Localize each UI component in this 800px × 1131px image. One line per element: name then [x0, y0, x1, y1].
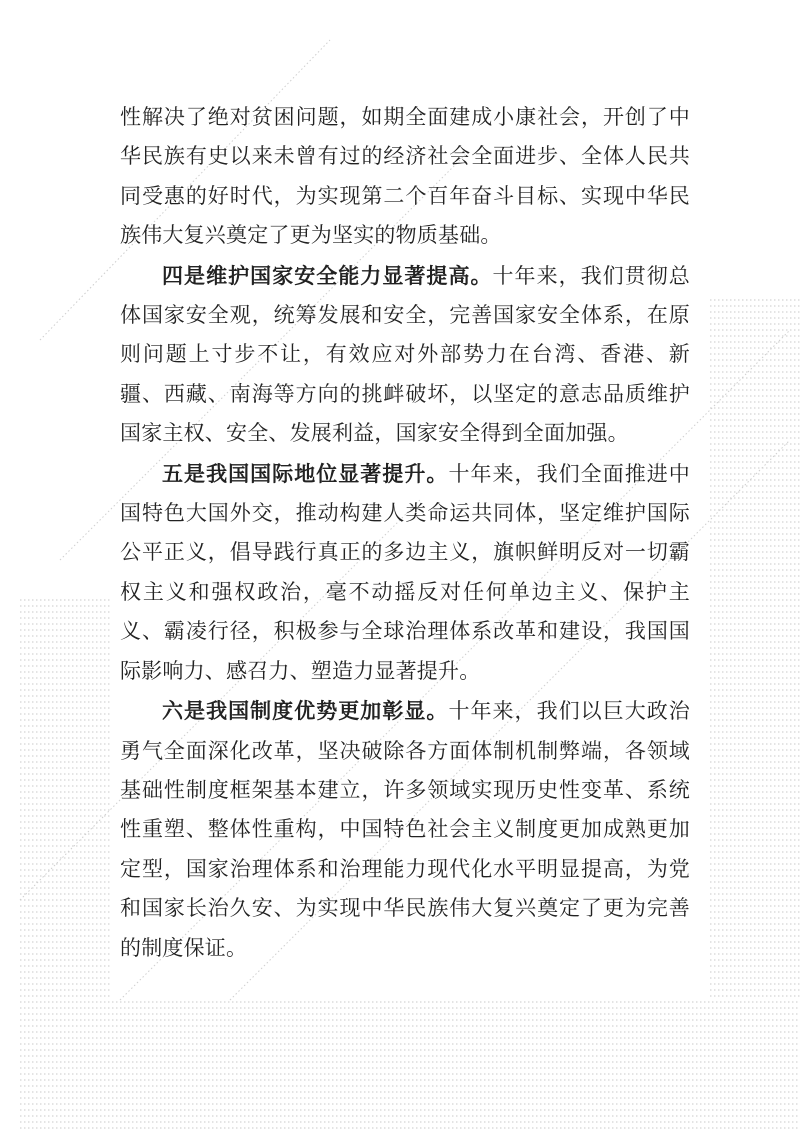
paragraph-lead-heading: 六是我国制度优势更加彰显。	[162, 698, 449, 724]
paragraph-international-status	[120, 454, 690, 691]
paragraph-lead-heading: 五是我国国际地位显著提升。	[162, 460, 449, 486]
paragraph-text: 性解决了绝对贫困问题，如期全面建成小康社会，开创了中华民族有史以来未曾有过的经济社会全面进步、全体人民共同受惠的好时代，为实现第二个百年奋斗目标、实现中华民族伟大复兴奠定了更为坚实的物质基础。	[120, 105, 690, 248]
paragraph-lead-heading: 四是维护国家安全能力显著提高。	[162, 262, 493, 288]
paragraph-institutional-advantage	[120, 691, 690, 968]
paragraph-national-security	[120, 256, 690, 454]
paragraph-text: 十年来，我们以巨大政治勇气全面深化改革，坚决破除各方面体制机制弊端，各领域基础性制度框架基本建立，许多领域实现历史性变革、系统性重塑、整体性重构，中国特色社会主义制度更加成熟更加定型，国家治理体系和治理能力现代化水平明显提高，为党和国家长治久安、为实现中华民族伟大复兴奠定了更为完善的制度保证。	[120, 699, 690, 960]
paragraph-continuation	[120, 98, 690, 256]
document-body	[120, 98, 690, 968]
paragraph-text: 十年来，我们全面推进中国特色大国外交，推动构建人类命运共同体，坚定维护国际公平正义，倡导践行真正的多边主义，旗帜鲜明反对一切霸权主义和强权政治，毫不动摇反对任何单边主义、保护主义、霸凌行径，积极参与全球治理体系改革和建设，我国国际影响力、感召力、塑造力显著提升。	[120, 461, 690, 683]
paragraph-text: 十年来，我们贯彻总体国家安全观，统筹发展和安全，完善国家安全体系，在原则问题上寸步不让，有效应对外部势力在台湾、香港、新疆、西藏、南海等方向的挑衅破坏，以坚定的意志品质维护国家主权、安全、发展利益，国家安全得到全面加强。	[120, 263, 690, 446]
